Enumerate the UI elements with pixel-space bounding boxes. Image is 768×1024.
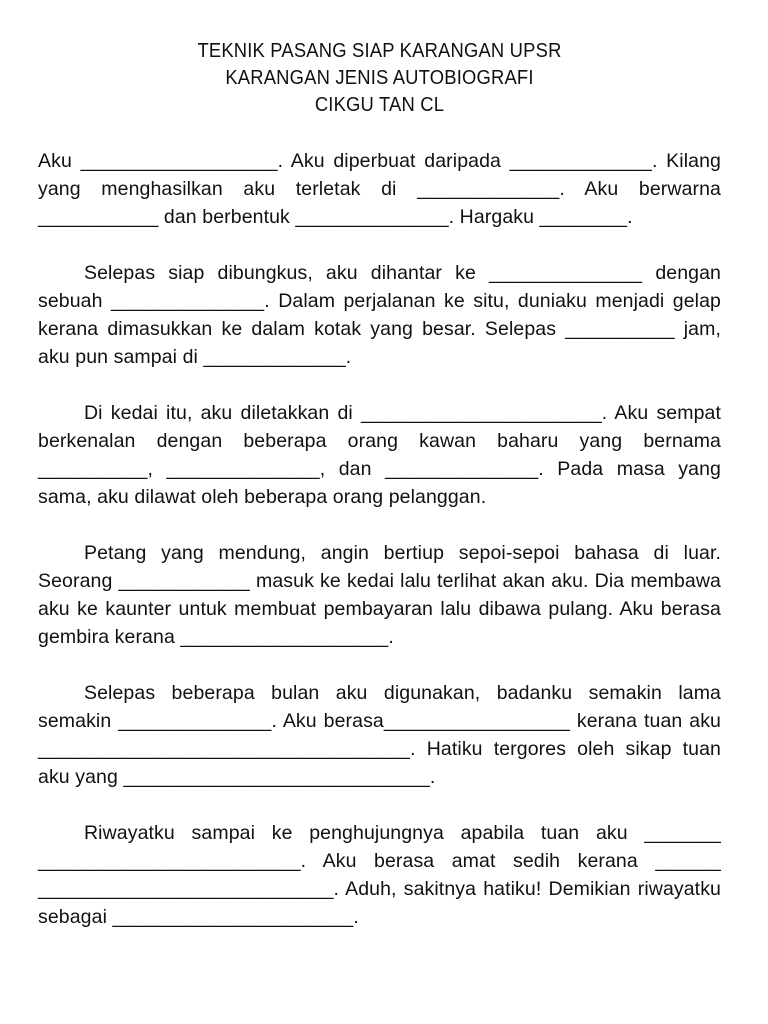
paragraph-6	[38, 819, 727, 931]
title-line-1: TEKNIK PASANG SIAP KARANGAN UPSR	[197, 40, 562, 62]
paragraph-text: Selepas siap dibungkus, aku dihantar ke ______________ dengan sebuah ______________. Dalam perjalanan ke situ, duniaku menjadi gelap kerana dimasukkan ke dalam kotak yang besar. Selepas __________ jam, aku pun sampai di _____________.	[38, 262, 727, 368]
paragraph-text: Petang yang mendung, angin bertiup sepoi-sepoi bahasa di luar. Seorang ____________ masuk ke kedai lalu terlihat akan aku. Dia membawa aku ke kaunter untuk membuat pembayaran lalu dibawa pulang. Aku berasa gembira kerana ___________________.	[38, 542, 727, 648]
document-header	[38, 38, 721, 119]
title-line-2: KARANGAN JENIS AUTOBIOGRAFI	[225, 67, 534, 89]
paragraph-1	[38, 147, 727, 231]
paragraph-text: Riwayatku sampai ke penghujungnya apabila tuan aku _______ ________________________. Aku berasa amat sedih kerana ______ ___________________________. Aduh, sakitnya hatiku! Demikian riwayatku sebagai ______________________.	[38, 822, 727, 928]
paragraph-text: Aku __________________. Aku diperbuat daripada _____________. Kilang yang menghasilkan aku terletak di _____________. Aku berwarna ___________ dan berbentuk ______________. Hargaku ________.	[38, 150, 727, 228]
paragraph-5	[38, 679, 727, 791]
title-line-3: CIKGU TAN CL	[314, 94, 445, 116]
paragraph-3	[38, 399, 727, 511]
paragraph-2	[38, 259, 727, 371]
paragraph-text: Di kedai itu, aku diletakkan di ______________________. Aku sempat berkenalan dengan beberapa orang kawan baharu yang bernama __________, ______________, dan ______________. Pada masa yang sama, aku dilawat oleh beberapa orang pelanggan.	[38, 402, 727, 508]
paragraph-4	[38, 539, 727, 651]
paragraph-text: Selepas beberapa bulan aku digunakan, badanku semakin lama semakin ______________. Aku berasa_________________ kerana tuan aku __________________________________. Hatiku tergores oleh sikap tuan aku yang ____________________________.	[38, 682, 727, 788]
